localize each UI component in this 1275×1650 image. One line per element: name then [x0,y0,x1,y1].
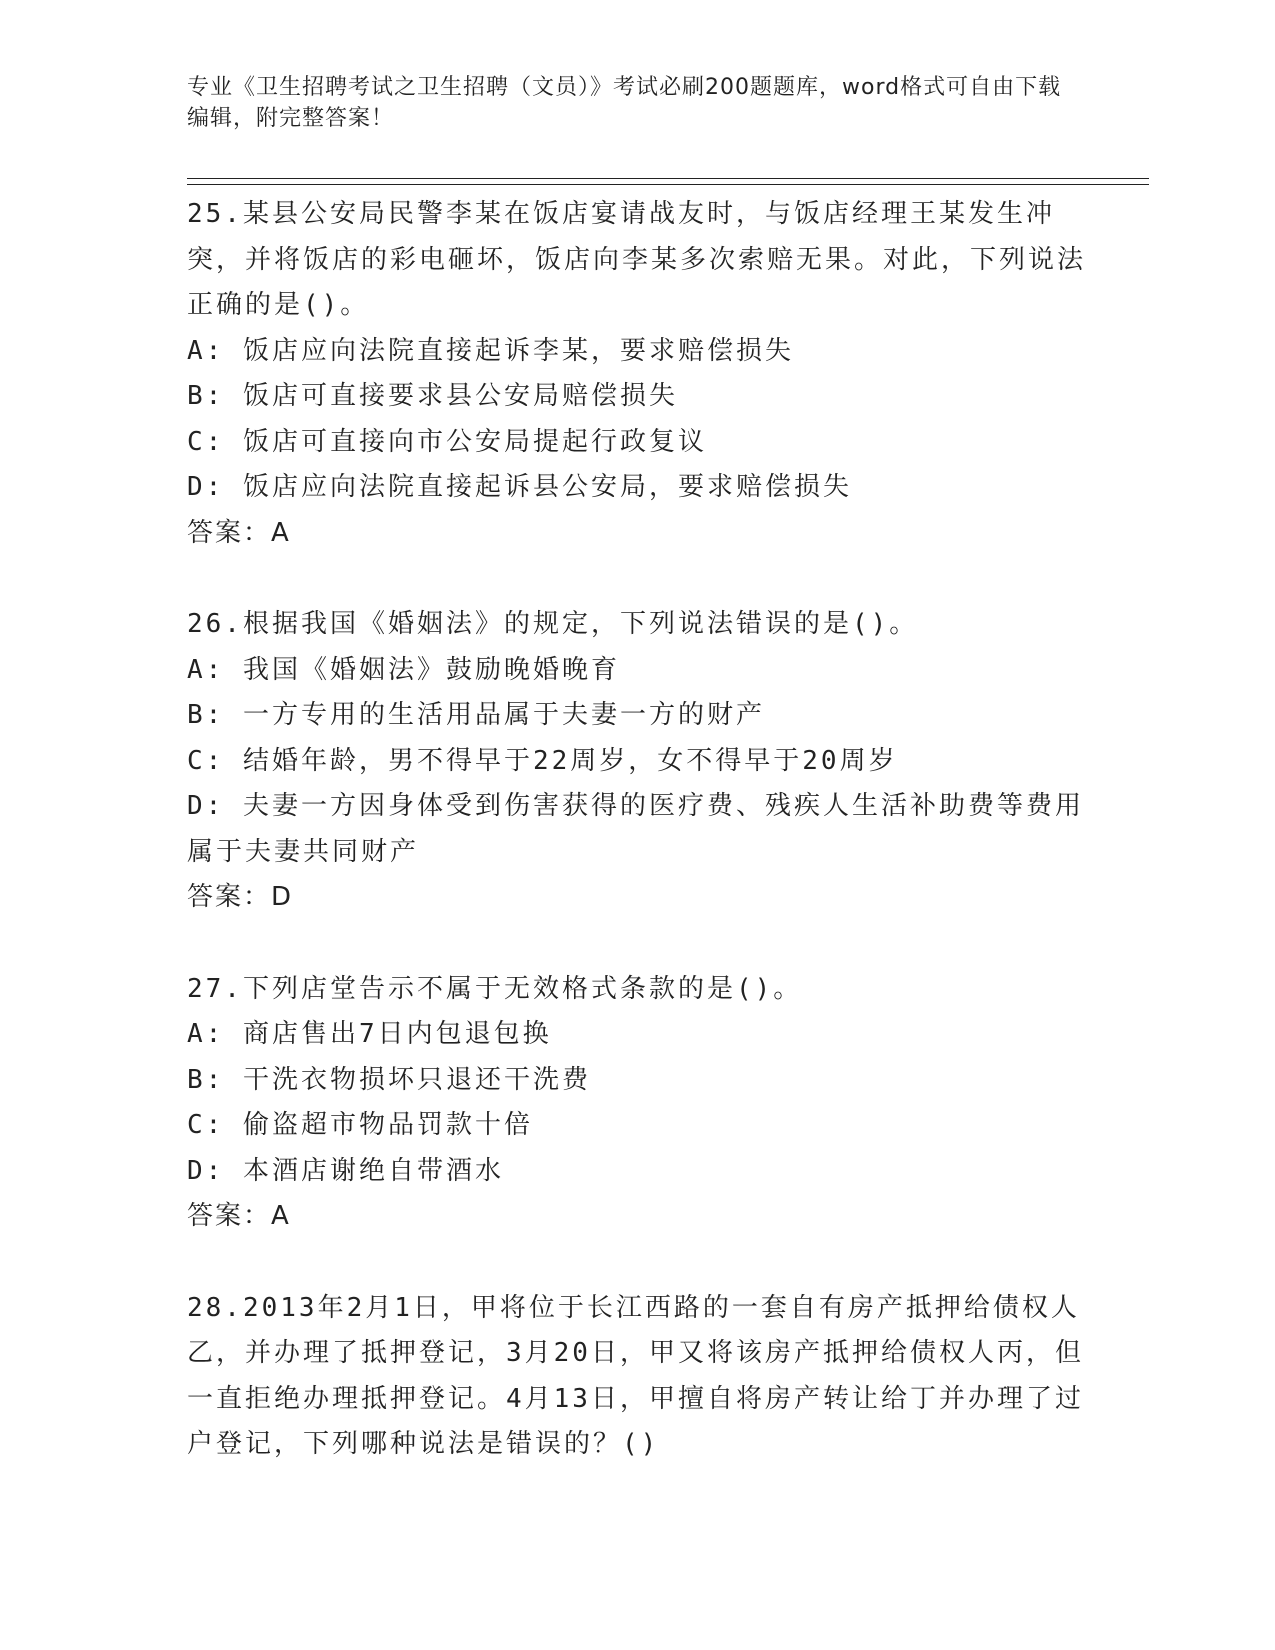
option-b: B: 一方专用的生活用品属于夫妻一方的财产 [187,700,765,730]
question-list [187,192,1087,1514]
option-a: A: 商店售出7日内包退包换 [187,1019,552,1049]
question-25 [187,192,1087,556]
answer-label: 答案：D [187,882,294,912]
document-header: 专业《卫生招聘考试之卫生招聘（文员）》考试必刷200题题库，word格式可自由下载编辑，附完整答案！ [187,75,1062,131]
option-d: D: 本酒店谢绝自带酒水 [187,1155,504,1186]
option-a: A: 饭店应向法院直接起诉李某，要求赔偿损失 [187,335,794,366]
option-c: C: 结婚年龄，男不得早于22周岁，女不得早于20周岁 [187,745,898,776]
question-27 [187,967,1087,1240]
answer-label: 答案：A [187,1201,291,1231]
question-28 [187,1286,1087,1468]
question-stem: 27.下列店堂告示不属于无效格式条款的是()。 [187,973,803,1004]
option-b: B: 饭店可直接要求县公安局赔偿损失 [187,381,678,411]
option-b: B: 干洗衣物损坏只退还干洗费 [187,1064,591,1095]
option-d: D: 夫妻一方因身体受到伤害获得的医疗费、残疾人生活补助费等费用属于夫妻共同财产 [187,791,1084,867]
question-stem: 26.根据我国《婚姻法》的规定，下列说法错误的是()。 [187,609,919,639]
option-c: C: 饭店可直接向市公安局提起行政复议 [187,426,707,457]
option-a: A: 我国《婚姻法》鼓励晚婚晚育 [187,654,620,685]
answer-label: 答案：A [187,517,291,548]
question-stem: 28.2013年2月1日，甲将位于长江西路的一套自有房产抵押给债权人乙，并办理了抵押登记，3月20日，甲又将该房产抵押给债权人丙，但一直拒绝办理抵押登记。4月13日，甲擅自将房产转让给丁并办理了过户登记，下列哪种说法是错误的？() [187,1292,1084,1459]
option-d: D: 饭店应向法院直接起诉县公安局，要求赔偿损失 [187,472,852,502]
question-stem: 25.某县公安局民警李某在饭店宴请战友时，与饭店经理王某发生冲突，并将饭店的彩电砸坏，饭店向李某多次索赔无果。对此，下列说法正确的是()。 [187,199,1087,320]
header-divider-bottom [187,184,1149,185]
option-c: C: 偷盗超市物品罚款十倍 [187,1110,533,1140]
question-26 [187,602,1087,921]
header-divider-top [187,178,1149,179]
